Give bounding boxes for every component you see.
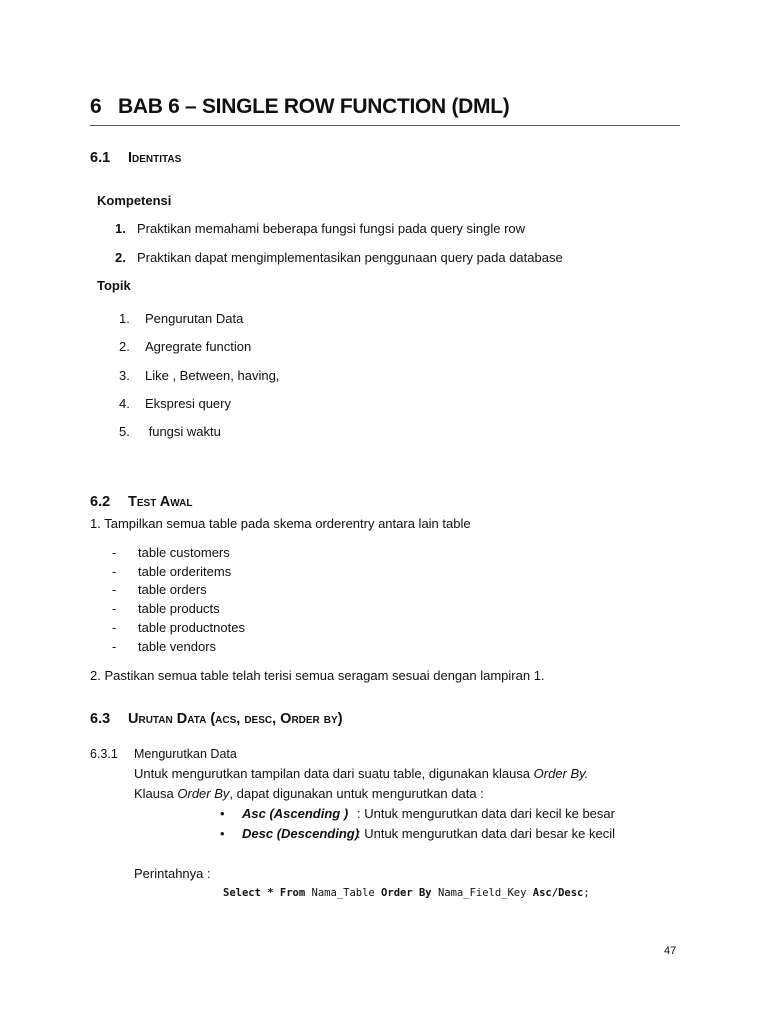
section-title: Urutan Data (acs, desc, Order by) xyxy=(128,711,343,727)
sql-text: ; xyxy=(583,887,590,899)
perintah-label: Perintahnya : xyxy=(134,866,211,881)
section-heading-6-2 xyxy=(90,494,192,510)
item-text: fungsi waktu xyxy=(145,424,221,439)
chapter-title-text: BAB 6 – SINGLE ROW FUNCTION (DML) xyxy=(118,95,510,118)
subsection-title: Mengurutkan Data xyxy=(134,747,237,761)
topik-item xyxy=(119,311,243,326)
subsection-heading-6-3-1 xyxy=(90,747,237,761)
item-number: 4. xyxy=(119,396,130,411)
item-text: Like , Between, having, xyxy=(145,368,280,383)
test-awal-note: 2. Pastikan semua table telah terisi semua seragam sesuai dengan lampiran 1. xyxy=(90,668,545,683)
kompetensi-item xyxy=(115,221,525,236)
section-title: Test Awal xyxy=(128,494,193,510)
kompetensi-label: Kompetensi xyxy=(97,193,172,208)
item-number: 2. xyxy=(115,250,126,265)
section-heading-6-3 xyxy=(90,711,343,727)
item-text: Praktikan memahami beberapa fungsi fungsi pada query single row xyxy=(137,221,526,236)
sql-keyword: Asc/Desc xyxy=(532,887,584,899)
dash: - xyxy=(112,620,117,635)
item-text: Ekspresi query xyxy=(145,396,231,411)
paragraph-line xyxy=(134,786,484,801)
bullet: • xyxy=(220,826,225,841)
emphasis: Order By xyxy=(177,786,230,801)
item-text: table products xyxy=(138,601,220,616)
sql-keyword: Order By xyxy=(381,887,432,899)
test-awal-intro: 1. Tampilkan semua table pada skema orderentry antara lain table xyxy=(90,516,471,531)
sort-term: Desc (Descending) xyxy=(242,826,360,841)
sql-text: Nama_Field_Key xyxy=(431,887,533,899)
item-text: table orderitems xyxy=(138,564,232,579)
section-title: Identitas xyxy=(128,150,182,166)
item-text: table productnotes xyxy=(138,620,245,635)
sql-keyword: Select * From xyxy=(223,887,306,899)
section-heading-6-1 xyxy=(90,150,181,166)
text: , dapat digunakan untuk mengurutkan data : xyxy=(229,786,484,801)
sql-code-line xyxy=(223,887,590,899)
item-text: Pengurutan Data xyxy=(145,311,244,326)
table-list-item xyxy=(112,545,230,560)
text: Klausa xyxy=(134,786,178,801)
chapter-title xyxy=(90,95,509,119)
topik-label: Topik xyxy=(97,278,131,293)
section-number: 6.2 xyxy=(90,494,111,510)
table-list-item xyxy=(112,639,216,654)
kompetensi-item xyxy=(115,250,563,265)
heading-rule xyxy=(90,125,680,126)
item-text: table customers xyxy=(138,545,230,560)
table-list-item xyxy=(112,620,245,635)
table-list-item xyxy=(112,582,207,597)
dash: - xyxy=(112,545,117,560)
item-number: 1. xyxy=(115,221,126,236)
topik-item xyxy=(119,396,231,411)
topik-item xyxy=(119,368,279,383)
topik-item xyxy=(119,339,251,354)
item-number: 3. xyxy=(119,368,130,383)
dash: - xyxy=(112,564,117,579)
topik-item xyxy=(119,424,221,439)
item-number: 1. xyxy=(119,311,130,326)
sort-desc: : Untuk mengurutkan data dari kecil ke besar xyxy=(357,806,615,821)
chapter-number: 6 xyxy=(90,95,102,118)
item-number: 2. xyxy=(119,339,130,354)
sort-option-item xyxy=(220,806,615,821)
emphasis: Order By. xyxy=(533,766,589,781)
sort-option-item xyxy=(220,826,615,841)
dash: - xyxy=(112,601,117,616)
sql-text: Nama_Table xyxy=(305,887,382,899)
sort-term: Asc (Ascending ) xyxy=(242,806,349,821)
item-number: 5. xyxy=(119,424,130,439)
text: Untuk mengurutkan tampilan data dari suatu table, digunakan klausa xyxy=(134,766,534,781)
item-text: Agregrate function xyxy=(145,339,252,354)
item-text: table orders xyxy=(138,582,207,597)
table-list-item xyxy=(112,564,231,579)
dash: - xyxy=(112,582,117,597)
item-text: table vendors xyxy=(138,639,217,654)
section-number: 6.3 xyxy=(90,711,111,727)
page-number: 47 xyxy=(664,945,677,957)
bullet: • xyxy=(220,806,225,821)
paragraph-line xyxy=(134,766,588,781)
item-text: Praktikan dapat mengimplementasikan penggunaan query pada database xyxy=(137,250,563,265)
table-list-item xyxy=(112,601,220,616)
dash: - xyxy=(112,639,117,654)
subsection-number: 6.3.1 xyxy=(90,747,118,761)
section-number: 6.1 xyxy=(90,150,111,166)
sort-desc: : Untuk mengurutkan data dari besar ke kecil xyxy=(357,826,615,841)
